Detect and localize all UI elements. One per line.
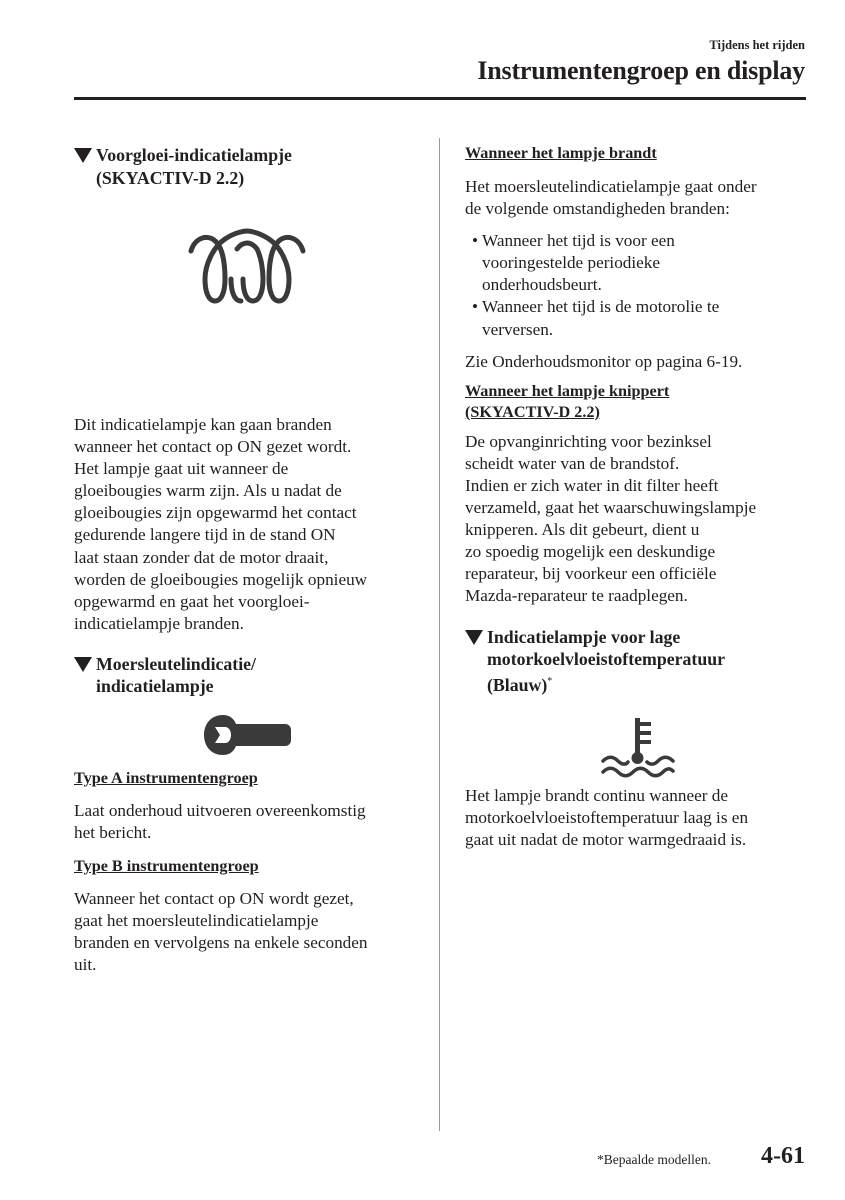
glow-plug-coil-icon [74,223,419,315]
coolant-temperature-icon [465,716,810,780]
blink-title: Wanneer het lampje knippert (SKYACTIV-D 2.2) [465,381,670,421]
type-b-title: Type B instrumentengroep [74,857,259,876]
burns-title: Wanneer het lampje brandt [465,144,657,162]
page-title: Instrumentengroep en display [477,56,805,85]
see-also-reference: Zie Onderhoudsmonitor op pagina 6-19. [465,351,743,371]
wrench-heading: Moersleutelindicatie/ indicatielampje [74,653,419,698]
blink-body: De opvanginrichting voor bezinksel scheidt water van de brandstof. Indien er zich water in dit filter heeft verzameld, gaat het waarschuwingslampje knipperen. Als dit gebeurt, dient u zo spoedig mogelijk een deskundige reparateur, bij voorkeur een officiële Mazda-reparateur te raadplegen. [465,431,757,606]
burns-intro: Het moersleutelindicatielampje gaat onder de volgende omstandigheden branden: [465,177,757,219]
page-number: 4-61 [761,1143,805,1169]
section-label: Tijdens het rijden [709,38,805,52]
type-a-title: Type A instrumentengroep [74,768,258,787]
type-b-body: Wanneer het contact op ON wordt gezet, gaat het moersleutelindicatielampje branden en vervolgens na enkele seconden uit. [74,889,368,975]
header-rule [74,97,806,100]
coolant-heading: Indicatielampje voor lage motorkoelvloeistoftemperatuur (Blauw)* [465,626,810,696]
triangle-bullet-icon [74,657,92,672]
footnote: *Bepaalde modellen. [597,1152,711,1167]
left-column [74,140,419,977]
glow-description: Dit indicatielampje kan gaan branden wanneer het contact op ON gezet wordt. Het lampje gaat uit wanneer de gloeibougies warm zijn. Als u nadat de gloeibougies zijn opgewarmd het contact gedurende langere tijd in de stand ON laat staan zonder dat de motor draait, worden de gloeibougies mogelijk opnieuw opgewarmd en gaat het voorgloei- indicatielampje branden. [74,415,368,633]
type-a-body: Laat onderhoud uitvoeren overeenkomstig het bericht. [74,800,366,843]
footnote-mark: * [547,675,553,687]
coolant-description: Het lampje brandt continu wanneer de motorkoelvloeistoftemperatuur laag is en gaat uit nadat de motor warmgedraaid is. [465,785,749,850]
conditions-list [465,230,810,340]
glow-heading: Voorgloei-indicatielampje (SKYACTIV-D 2.2) [74,144,419,189]
triangle-bullet-icon [465,630,483,645]
right-column [465,140,810,851]
triangle-bullet-icon [74,148,92,163]
list-item: • Wanneer het tijd is voor een vooringestelde periodieke onderhoudsbeurt. [472,231,675,295]
wrench-icon [74,712,419,760]
column-divider [439,138,440,1131]
list-item: • Wanneer het tijd is de motorolie te verversen. [472,297,720,339]
